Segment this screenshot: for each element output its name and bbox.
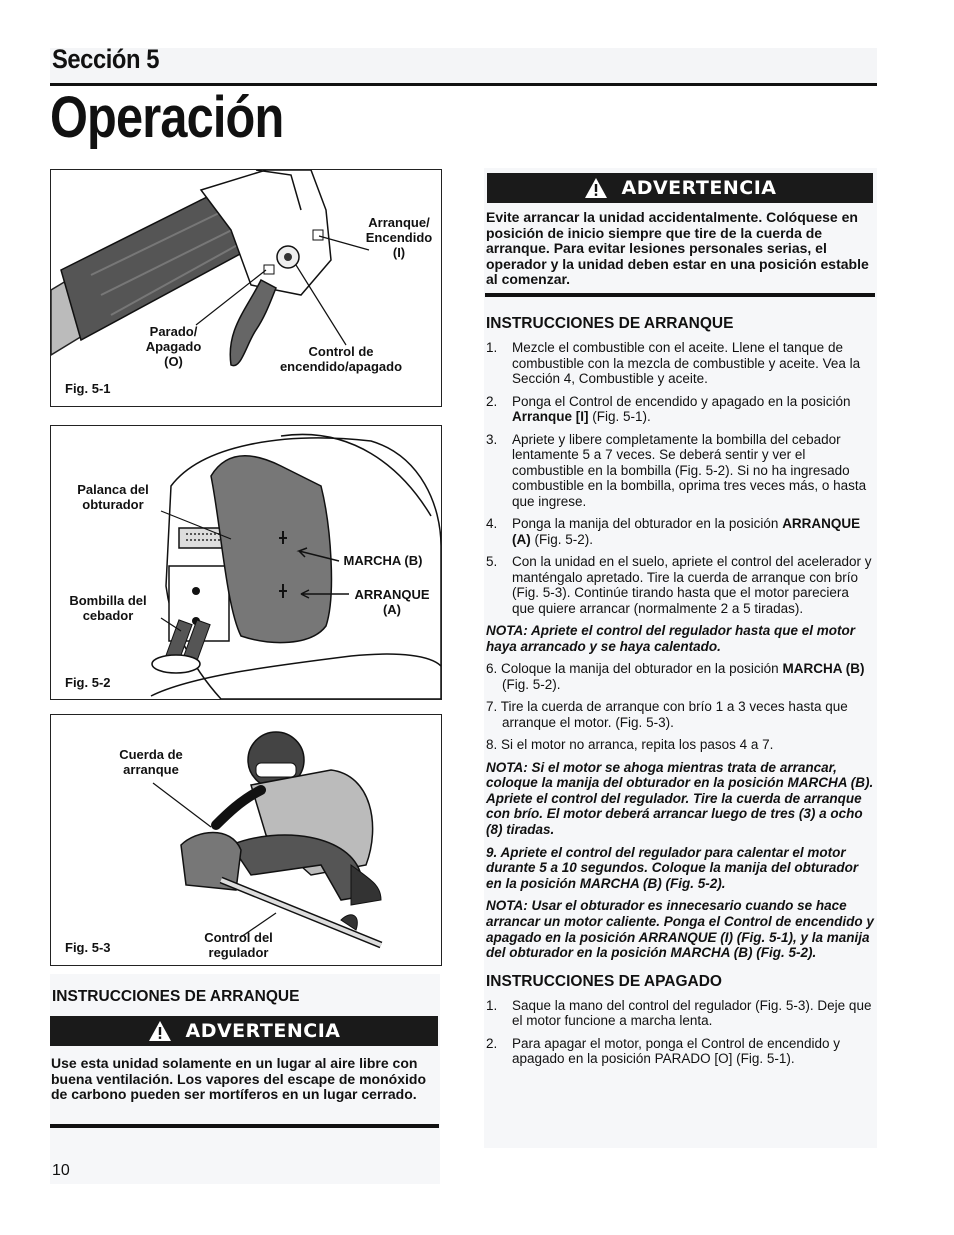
list-item: 5. Con la unidad en el suelo, apriete el control del acelerador y manténgalo apretado. Tire la cuerda de arranque con brío (Fig. 5-3). Continúe tirando hasta que el motor pareciera que quiere arrancar (normalmente 2 a 5 tiradas). bbox=[486, 554, 872, 616]
page-number: 10 bbox=[52, 1162, 70, 1179]
right-warning-rule bbox=[485, 293, 875, 297]
figure-caption: Fig. 5-2 bbox=[65, 675, 111, 690]
right-warning-bar bbox=[487, 173, 873, 203]
step-8: 8. Si el motor no arranca, repita los pasos 4 a 7. bbox=[486, 737, 774, 753]
left-warning-label: ADVERTENCIA bbox=[185, 1020, 341, 1042]
list-item: 1. Saque la mano del control del regulador (Fig. 5-3). Deje que el motor funcione a marcha lenta. bbox=[486, 997, 872, 1029]
section-label: Sección 5 bbox=[52, 44, 159, 74]
right-warning-label: ADVERTENCIA bbox=[621, 177, 777, 199]
step-7: 7. Tire la cuerda de arranque con brío 1 a 3 veces hasta que arranque el motor. (Fig. 5-3). bbox=[486, 699, 848, 730]
label-throttle-control: Control del regulador bbox=[204, 930, 273, 960]
label-primer-bulb: Bombilla del cebador bbox=[69, 593, 147, 623]
label-starter-rope: Cuerda de arranque bbox=[119, 747, 183, 777]
figure-5-1 bbox=[50, 169, 442, 407]
step-6: 6. Coloque la manija del obturador en la posición MARCHA (B) (Fig. 5-2). bbox=[486, 661, 865, 692]
note-1: NOTA: Apriete el control del regulador hasta que el motor haya arrancado y se haya calentado. bbox=[486, 623, 856, 654]
figure-5-2 bbox=[50, 425, 442, 700]
left-start-heading: INSTRUCCIONES DE ARRANQUE bbox=[52, 988, 300, 1005]
start-steps-list bbox=[486, 340, 875, 616]
figure-caption: Fig. 5-1 bbox=[65, 381, 111, 396]
list-item: 3. Apriete y libere completamente la bombilla del cebador lentamente 5 a 7 veces. Se deberá sentir y ver el combustible en la bombilla (Fig. 5-2). Si no ha ingresado combustible en la bombilla, oprima tres veces más, o hasta que ingrese. bbox=[486, 431, 867, 509]
right-content bbox=[486, 315, 875, 1074]
list-item: 4. Ponga la manija del obturador en la posición ARRANQUE (A) (Fig. 5-2). bbox=[486, 516, 861, 547]
note-3: NOTA: Usar el obturador es innecesario cuando se hace arrancar un motor caliente. Ponga el Control de encendido y apagado en la posición ARRANQUE (I) (Fig. 5-1), y la manija del obturador en la posición MARCHA (B) (Fig. 5-2). bbox=[486, 898, 874, 961]
page-title: Operación bbox=[50, 85, 284, 150]
label-run-b: MARCHA (B) bbox=[343, 553, 423, 568]
label-start-a: ARRANQUE (A) bbox=[354, 587, 430, 617]
label-on-off-switch: Control de encendido/apagado bbox=[279, 344, 403, 374]
label-stop-position: Parado/ Apagado (O) bbox=[145, 324, 202, 369]
right-warning-text: Evite arrancar la unidad accidentalmente. Colóquese en posición de inicio siempre que tire de la cuerda de arranque. Para evitar lesiones personales serias, el operador y la unidad deben estar en una posición estable al comenzar. bbox=[486, 209, 869, 288]
warning-triangle-icon bbox=[584, 177, 608, 199]
list-item: 2. Para apagar el motor, ponga el Control de encendido y apagado en la posición PARADO [O] (Fig. 5-1). bbox=[486, 1035, 840, 1067]
stop-steps-list bbox=[486, 998, 875, 1067]
list-item: 2. Ponga el Control de encendido y apagado en la posición Arranque [I] (Fig. 5-1). bbox=[486, 393, 851, 424]
start-instructions-heading: INSTRUCCIONES DE ARRANQUE bbox=[486, 315, 734, 332]
warning-triangle-icon bbox=[148, 1020, 172, 1042]
label-run-position: Arranque/ Encendido (I) bbox=[365, 215, 433, 260]
step-9: 9. Apriete el control del regulador para calentar el motor durante 5 a 10 segundos. Coloque la manija del obturador en la posición MARCHA (B) (Fig. 5-2). bbox=[486, 844, 859, 891]
note-2: NOTA: Si el motor se ahoga mientras trata de arrancar, coloque la manija del obturador en la posición MARCHA (B). Apriete el control del regulador. Tire la cuerda de arranque con brío. El motor deberá arrancar luego de tres (3) a ocho (8) tiradas. bbox=[486, 759, 874, 838]
figure-caption: Fig. 5-3 bbox=[65, 940, 111, 955]
label-choke-lever: Palanca del obturador bbox=[77, 482, 149, 512]
left-warning-text: Use esta unidad solamente en un lugar al aire libre con buena ventilación. Los vapores del escape de monóxido de carbono pueden ser mortíferos en un lugar cerrado. bbox=[51, 1055, 426, 1103]
stop-instructions-heading: INSTRUCCIONES DE APAGADO bbox=[486, 972, 722, 990]
left-warning-rule bbox=[50, 1124, 439, 1128]
left-warning-bar bbox=[50, 1016, 438, 1046]
list-item: 1. Mezcle el combustible con el aceite. Llene el tanque de combustible con la mezcla de combustible y aceite. Vea la Sección 4, Combustible y aceite. bbox=[486, 340, 861, 386]
header-band bbox=[50, 48, 877, 84]
figure-5-3 bbox=[50, 714, 442, 966]
